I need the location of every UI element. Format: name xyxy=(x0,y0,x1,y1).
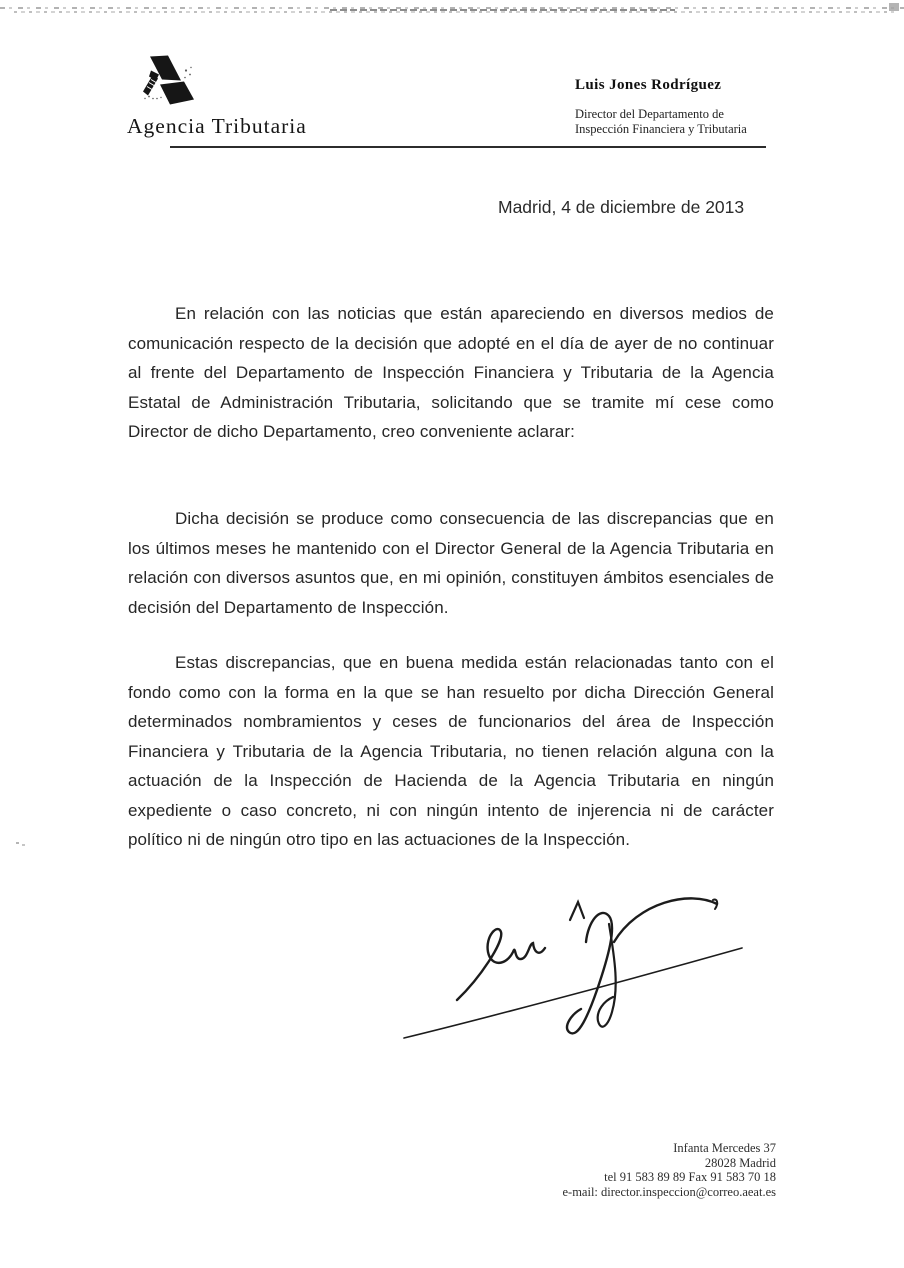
header-divider xyxy=(170,146,766,148)
body-paragraph-1: En relación con las noticias que están apareciendo en diversos medios de comunicación respecto de la decisión que adopté en el día de ayer de no continuar al frente del Departamento de Inspección Financiera y Tributaria de la Agencia Estatal de Administración Tributaria, solicitando que se tramite mí cese como Director de dicho Departamento, creo conveniente aclarar: xyxy=(128,304,774,441)
signatory-name: Luis Jones Rodríguez xyxy=(575,77,722,93)
agencia-tributaria-logo xyxy=(131,52,201,118)
scan-noise-top-2 xyxy=(14,11,894,13)
body-paragraph-2: Dicha decisión se produce como consecuencia de las discrepancias que en los últimos meses he mantenido con el Director General de la Agencia Tributaria en relación con diversos asuntos que, en mi opinión, constituyen ámbitos esenciales de decisión del Departamento de Inspección. xyxy=(128,509,774,617)
footer-address-line2: 28028 Madrid xyxy=(704,1155,776,1170)
scan-left-speck xyxy=(16,842,19,844)
signatory-title-line1: Director del Departamento de xyxy=(575,107,724,121)
footer-address-line1: Infanta Mercedes 37 xyxy=(673,1141,776,1155)
footer-phone-fax: tel 91 583 89 89 Fax 91 583 70 18 xyxy=(604,1170,776,1185)
scan-noise-top-3 xyxy=(330,9,675,11)
signatory-title-line2: Inspección Financiera y Tributaria xyxy=(575,121,747,136)
footer-address-block xyxy=(563,1141,777,1199)
body-paragraph-3: Estas discrepancias, que en buena medida están relacionadas tanto con el fondo como con la forma en la que se han resuelto por dicha Dirección General determinados nombramientos y ceses de funcionarios del área de Inspección Financiera y Tributaria de la Agencia Tributaria, no tienen relación alguna con la actuación de la Inspección de Hacienda de la Agencia Tributaria en ningún expediente o caso concreto, ni con ningún intento de injerencia ni de carácter político ni de ningún otro tipo en las actuaciones de la Inspección. xyxy=(128,653,774,849)
dateline: Madrid, 4 de diciembre de 2013 xyxy=(498,197,745,217)
org-name: Agencia Tributaria xyxy=(127,114,307,138)
footer-email: e-mail: director.inspeccion@correo.aeat.es xyxy=(562,1184,776,1199)
scan-corner-mark xyxy=(889,3,899,11)
signatory-title xyxy=(575,107,747,136)
signatory-block xyxy=(575,77,747,136)
handwritten-signature xyxy=(400,880,750,1050)
